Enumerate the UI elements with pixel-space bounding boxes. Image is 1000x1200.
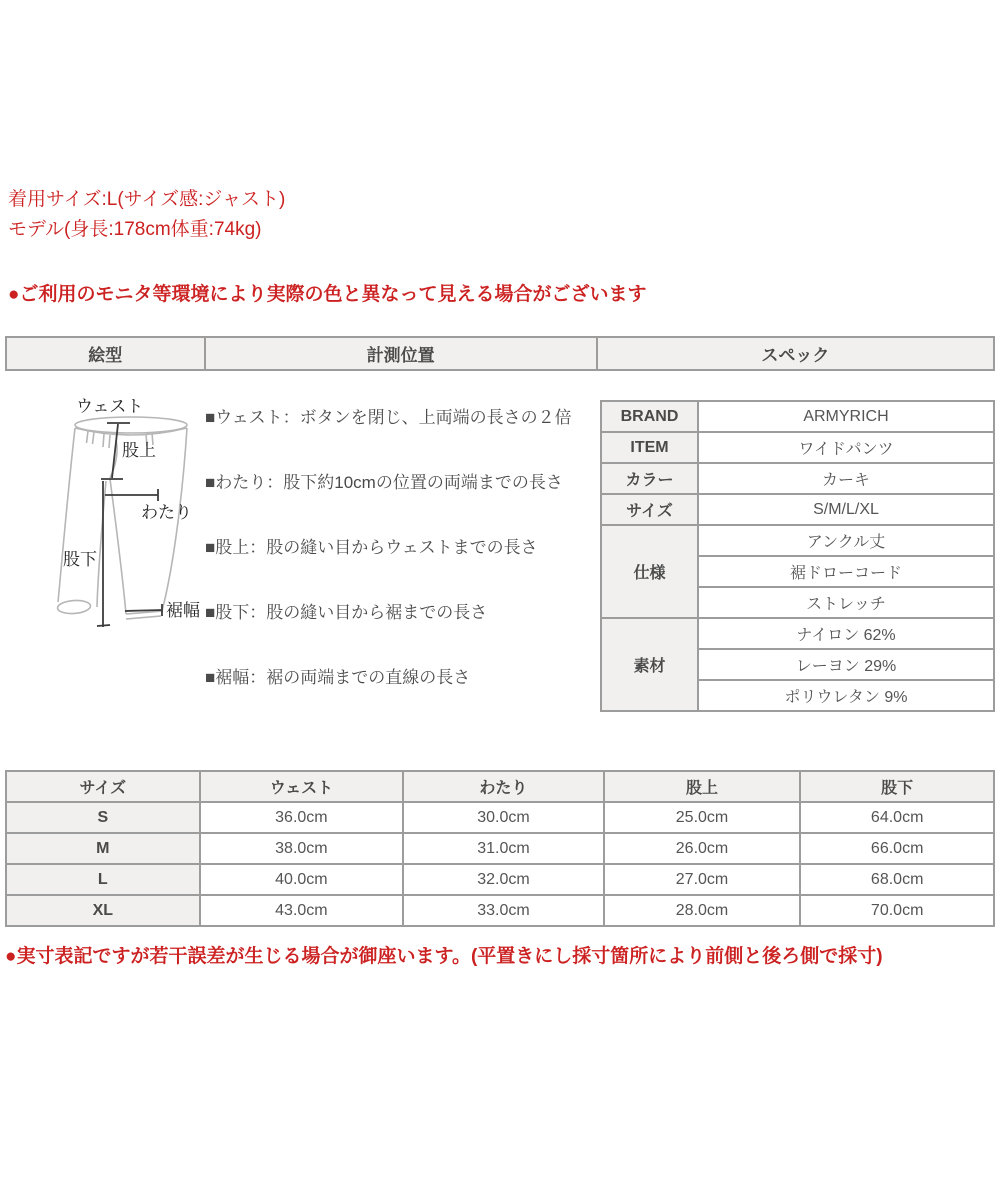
- diagram-label-rise: 股上: [122, 441, 156, 460]
- size-cell-label: M: [6, 833, 200, 864]
- col-header-measure-position: 計測位置: [205, 337, 597, 370]
- size-cell-waist: 40.0cm: [200, 864, 404, 895]
- size-cell-thigh: 33.0cm: [403, 895, 604, 926]
- diagram-label-waist: ウェスト: [76, 397, 144, 416]
- spec-value-material-3: ポリウレタン 9%: [698, 680, 994, 711]
- size-col-header-waist: ウェスト: [200, 771, 404, 802]
- measurement-item-thigh: ■わたり：股下約10cmの位置の両端までの長さ: [205, 473, 563, 492]
- hem-line: [125, 610, 162, 611]
- model-info: [8, 185, 285, 245]
- size-cell-inseam: 64.0cm: [800, 802, 994, 833]
- size-cell-thigh: 30.0cm: [403, 802, 604, 833]
- spec-row-material: [601, 618, 994, 649]
- spec-label-brand: BRAND: [601, 401, 698, 432]
- model-wear-size: 着用サイズ:L(サイズ感:ジャスト): [8, 189, 286, 210]
- inseam-cap: [97, 625, 110, 626]
- spec-row-size: [601, 494, 994, 525]
- size-cell-thigh: 31.0cm: [403, 833, 604, 864]
- spec-row-brand: [601, 401, 994, 432]
- spec-value-item: ワイドパンツ: [698, 432, 994, 463]
- guide-header-row: [6, 337, 994, 370]
- col-header-diagram: 絵型: [6, 337, 205, 370]
- measurement-item-rise: ■股上：股の縫い目からウェストまでの長さ: [205, 538, 538, 557]
- size-table-header-row: [6, 771, 994, 802]
- size-cell-inseam: 68.0cm: [800, 864, 994, 895]
- diagram-label-inseam: 股下: [63, 550, 97, 569]
- size-cell-rise: 25.0cm: [604, 802, 801, 833]
- spec-value-feature-3: ストレッチ: [698, 587, 994, 618]
- spec-table: [600, 400, 995, 712]
- size-col-header-rise: 股上: [604, 771, 801, 802]
- size-col-header-inseam: 股下: [800, 771, 994, 802]
- spec-label-size: サイズ: [601, 494, 698, 525]
- size-cell-waist: 43.0cm: [200, 895, 404, 926]
- spec-value-material-2: レーヨン 29%: [698, 649, 994, 680]
- guide-header-table: [5, 336, 995, 371]
- size-row-xl: [6, 895, 994, 926]
- spec-row-feature: [601, 525, 994, 556]
- size-cell-label: L: [6, 864, 200, 895]
- measurement-item-inseam: ■股下：股の縫い目から裾までの長さ: [205, 603, 488, 622]
- col-header-spec: スペック: [597, 337, 994, 370]
- diagram-label-thigh: わたり: [141, 503, 192, 522]
- pants-diagram: [40, 395, 230, 635]
- size-row-s: [6, 802, 994, 833]
- measurement-item-waist: ■ウェスト：ボタンを閉じ、上両端の長さの２倍: [205, 408, 572, 427]
- spec-value-size: S/M/L/XL: [698, 494, 994, 525]
- monitor-color-note: ●ご利用のモニタ等環境により実際の色と異なって見える場合がございます: [8, 284, 647, 305]
- size-col-header-size: サイズ: [6, 771, 200, 802]
- size-cell-rise: 28.0cm: [604, 895, 801, 926]
- size-table: [5, 770, 995, 927]
- size-cell-rise: 27.0cm: [604, 864, 801, 895]
- size-cell-label: S: [6, 802, 200, 833]
- spec-value-color: カーキ: [698, 463, 994, 494]
- size-cell-thigh: 32.0cm: [403, 864, 604, 895]
- size-cell-inseam: 70.0cm: [800, 895, 994, 926]
- spec-label-item: ITEM: [601, 432, 698, 463]
- size-cell-rise: 26.0cm: [604, 833, 801, 864]
- measurement-item-hem-width: ■裾幅：裾の両端までの直線の長さ: [205, 668, 471, 687]
- spec-label-color: カラー: [601, 463, 698, 494]
- spec-value-feature-2: 裾ドローコード: [698, 556, 994, 587]
- size-row-m: [6, 833, 994, 864]
- size-cell-label: XL: [6, 895, 200, 926]
- model-stats: モデル(身長:178cm体重:74kg): [8, 219, 262, 240]
- spec-label-material: 素材: [601, 618, 698, 711]
- diagram-label-hem-width: 裾幅: [166, 601, 200, 620]
- measurement-descriptions: [205, 406, 601, 731]
- size-cell-waist: 36.0cm: [200, 802, 404, 833]
- measurement-disclaimer: ●実寸表記ですが若干誤差が生じる場合が御座います。(平置きにし採寸箇所により前側と後ろ側で採寸): [5, 946, 883, 967]
- spec-value-material-1: ナイロン 62%: [698, 618, 994, 649]
- spec-value-brand: ARMYRICH: [698, 401, 994, 432]
- spec-row-item: [601, 432, 994, 463]
- spec-value-feature-1: アンクル丈: [698, 525, 994, 556]
- size-row-l: [6, 864, 994, 895]
- size-col-header-thigh: わたり: [403, 771, 604, 802]
- spec-label-feature: 仕様: [601, 525, 698, 618]
- spec-row-color: [601, 463, 994, 494]
- size-cell-waist: 38.0cm: [200, 833, 404, 864]
- size-cell-inseam: 66.0cm: [800, 833, 994, 864]
